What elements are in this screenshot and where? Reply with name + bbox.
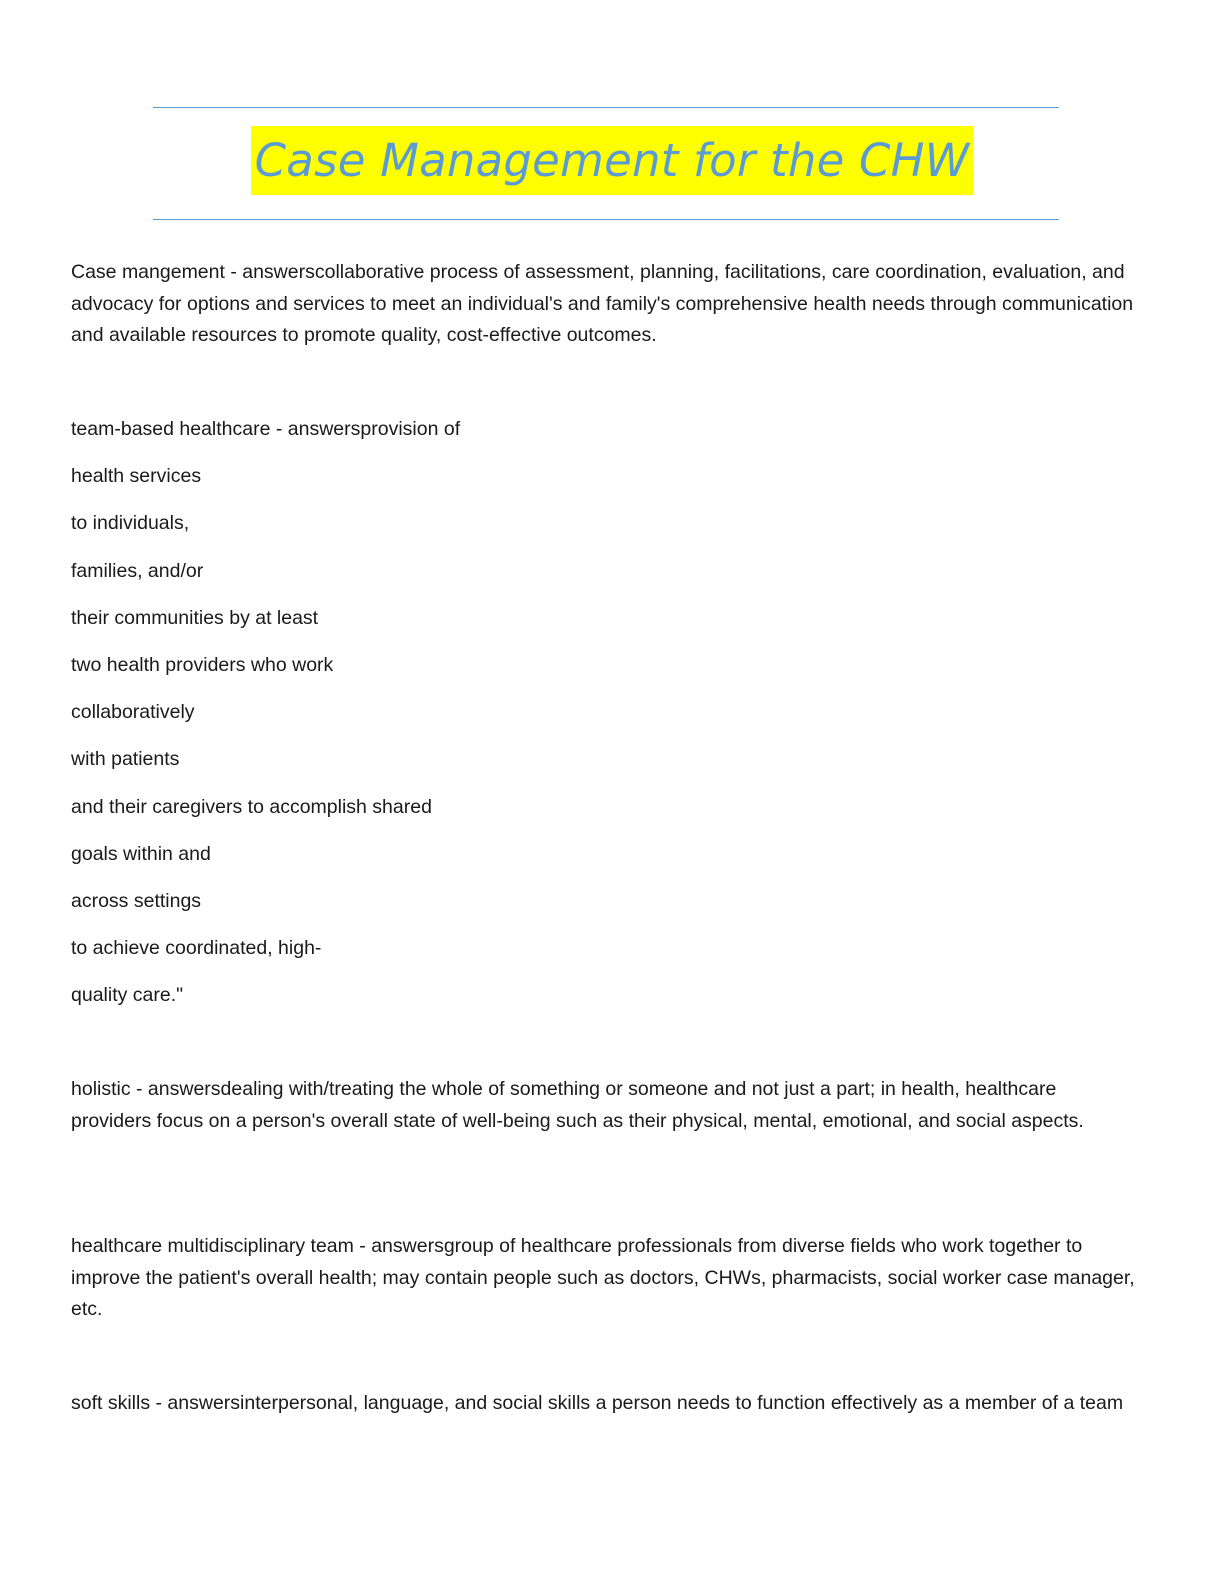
document-title: Case Management for the CHW <box>251 126 974 195</box>
entry-line: across settings <box>71 889 202 912</box>
title-bottom-rule <box>153 219 1059 220</box>
entry-line: families, and/or <box>71 559 204 582</box>
entry-line: to achieve coordinated, high- <box>71 937 322 960</box>
entry-line: their communities by at least <box>71 606 319 629</box>
entry-line: quality care." <box>71 984 184 1007</box>
entry-case-management: Case mangement - answerscollaborative process of assessment, planning, facilitations, care coordination, evaluation, and advocacy for options and services to meet an individual's and family's comprehensive health needs through communication and available resources to promote quality, cost-effective outcomes. <box>71 261 1134 346</box>
entry-line: two health providers who work <box>71 653 334 676</box>
entry-line: to individuals, <box>71 512 190 535</box>
entry-line: collaboratively <box>71 701 195 724</box>
entry-line: and their caregivers to accomplish shared <box>71 795 432 818</box>
entry-multidisciplinary-team: healthcare multidisciplinary team - answersgroup of healthcare professionals from diverse fields who work together to improve the patient's overall health; may contain people such as doctors, CHWs, pharmacists, social worker case manager, etc. <box>71 1235 1135 1320</box>
entry-line: goals within and <box>71 842 211 865</box>
entry-line: with patients <box>71 748 180 771</box>
entry-soft-skills: soft skills - answersinterpersonal, language, and social skills a person needs to function effectively as a member of a team <box>71 1392 1124 1414</box>
title-top-rule <box>153 107 1059 108</box>
entry-line: health services <box>71 465 202 488</box>
entry-holistic: holistic - answersdealing with/treating the whole of something or someone and not just a part; in health, healthcare providers focus on a person's overall state of well-being such as their physical, mental, emotional, and social aspects. <box>71 1078 1084 1132</box>
entry-team-based-healthcare <box>71 416 1141 1029</box>
title-container <box>0 126 1224 195</box>
entry-line: team-based healthcare - answersprovision of <box>71 418 461 440</box>
